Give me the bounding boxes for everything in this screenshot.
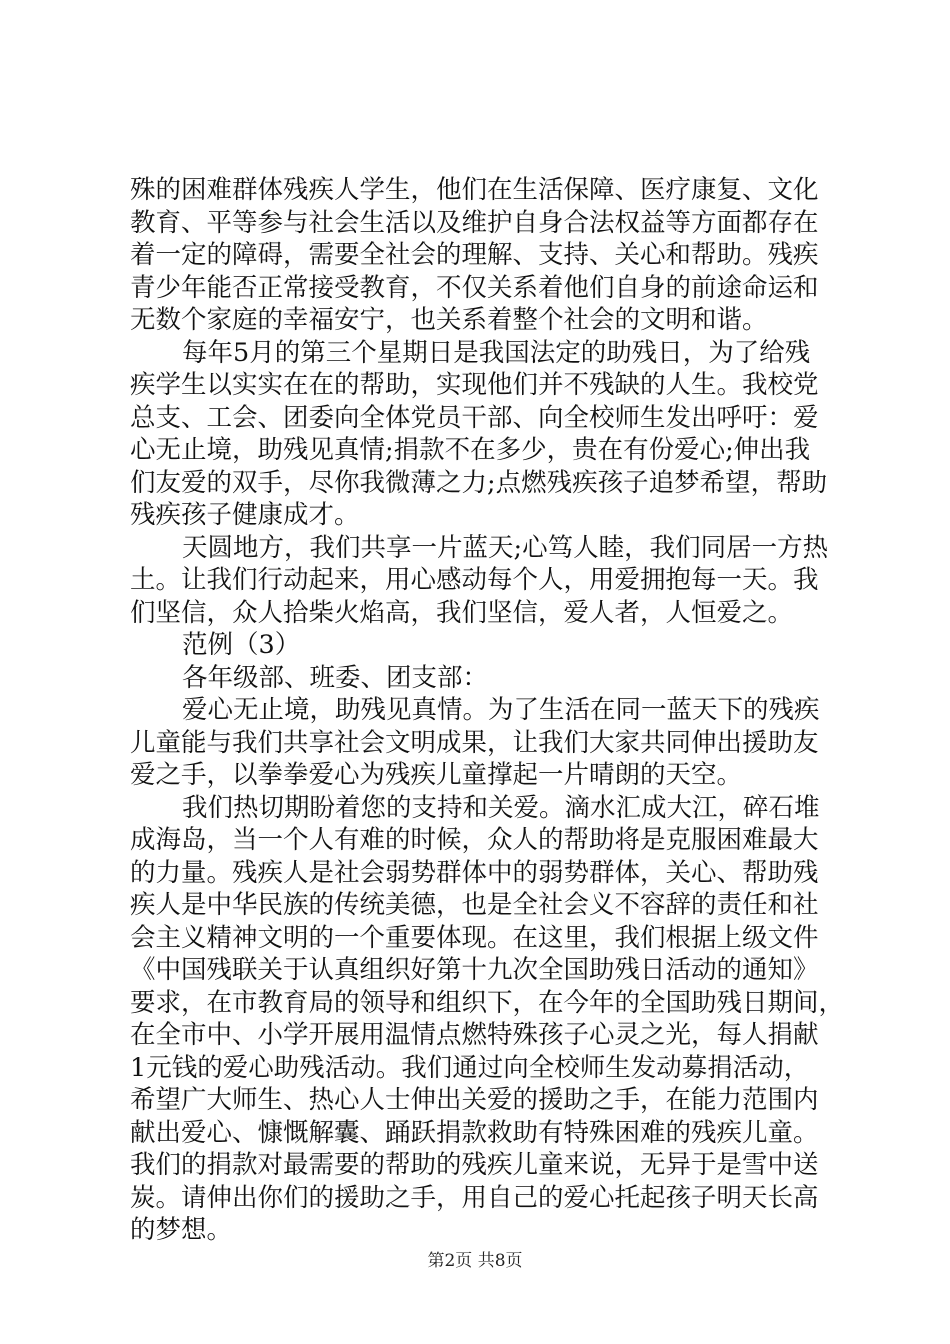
- text-line: 着一定的障碍，需要全社会的理解、支持、关心和帮助。残疾: [130, 240, 819, 270]
- text-line: 们友爱的双手，尽你我微薄之力;点燃残疾孩子追梦希望，帮助: [130, 467, 828, 498]
- text-line: 们坚信，众人拾柴火焰高，我们坚信，爱人者，人恒爱之。: [130, 597, 794, 628]
- text-line: 青少年能否正常接受教育，不仅关系着他们自身的前途命运和: [130, 272, 819, 303]
- text-line: 天圆地方，我们共享一片蓝天;心笃人睦，我们同居一方热: [182, 532, 829, 563]
- text-line: 无数个家庭的幸福安宁，也关系着整个社会的文明和谐。: [130, 305, 768, 335]
- text-line: 土。让我们行动起来，用心感动每个人，用爱拥抱每一天。我: [130, 565, 819, 595]
- text-line: 范例（3）: [182, 630, 301, 660]
- text-line: 爱之手，以拳拳爱心为残疾儿童撑起一片晴朗的天空。: [130, 760, 743, 790]
- text-line: 每年5月的第三个星期日是我国法定的助残日，为了给残: [182, 337, 811, 368]
- text-line: 儿童能与我们共享社会文明成果，让我们大家共同伸出援助友: [130, 727, 819, 758]
- text-line: 会主义精神文明的一个重要体现。在这里，我们根据上级文件: [130, 922, 819, 953]
- text-line: 要求，在市教育局的领导和组织下，在今年的全国助残日期间，: [130, 987, 845, 1018]
- text-line: 《中国残联关于认真组织好第十九次全国助残日活动的通知》: [130, 955, 819, 985]
- text-line: 希望广大师生、热心人士伸出关爱的援助之手，在能力范围内: [130, 1085, 819, 1115]
- text-line: 的梦想。: [130, 1215, 233, 1245]
- text-line: 总支、工会、团委向全体党员干部、向全校师生发出呼吁：爱: [130, 402, 819, 433]
- text-line: 各年级部、班委、团支部：: [182, 662, 489, 693]
- text-line: 我们的捐款对最需要的帮助的残疾儿童来说，无异于是雪中送: [130, 1150, 819, 1180]
- text-line: 心无止境，助残见真情;捐款不在多少，贵在有份爱心;伸出我: [130, 435, 811, 465]
- text-line: 成海岛，当一个人有难的时候，众人的帮助将是克服困难最大: [130, 825, 819, 855]
- page-footer: 第2页 共8页: [427, 1251, 523, 1271]
- text-line: 的力量。残疾人是社会弱势群体中的弱势群体，关心、帮助残: [130, 857, 819, 888]
- text-line: 教育、平等参与社会生活以及维护自身合法权益等方面都存在: [130, 207, 819, 238]
- document-body: [130, 174, 845, 1247]
- text-line: 炭。请伸出你们的援助之手，用自己的爱心托起孩子明天长高: [130, 1182, 819, 1213]
- text-line: 1元钱的爱心助残活动。我们通过向全校师生发动募捐活动，: [130, 1052, 810, 1083]
- text-line: 我们热切期盼着您的支持和关爱。滴水汇成大江，碎石堆: [182, 792, 820, 823]
- text-line: 献出爱心、慷慨解囊、踊跃捐款救助有特殊困难的残疾儿童。: [130, 1117, 819, 1148]
- text-line: 疾学生以实实在在的帮助，实现他们并不残缺的人生。我校党: [130, 370, 819, 400]
- text-line: 残疾孩子健康成才。: [130, 500, 360, 530]
- text-line: 在全市中、小学开展用温情点燃特殊孩子心灵之光，每人捐献: [130, 1020, 819, 1050]
- text-line: 殊的困难群体残疾人学生，他们在生活保障、医疗康复、文化: [130, 175, 819, 205]
- text-line: 疾人是中华民族的传统美德，也是全社会义不容辞的责任和社: [130, 890, 819, 920]
- text-line: 爱心无止境，助残见真情。为了生活在同一蓝天下的残疾: [182, 695, 820, 725]
